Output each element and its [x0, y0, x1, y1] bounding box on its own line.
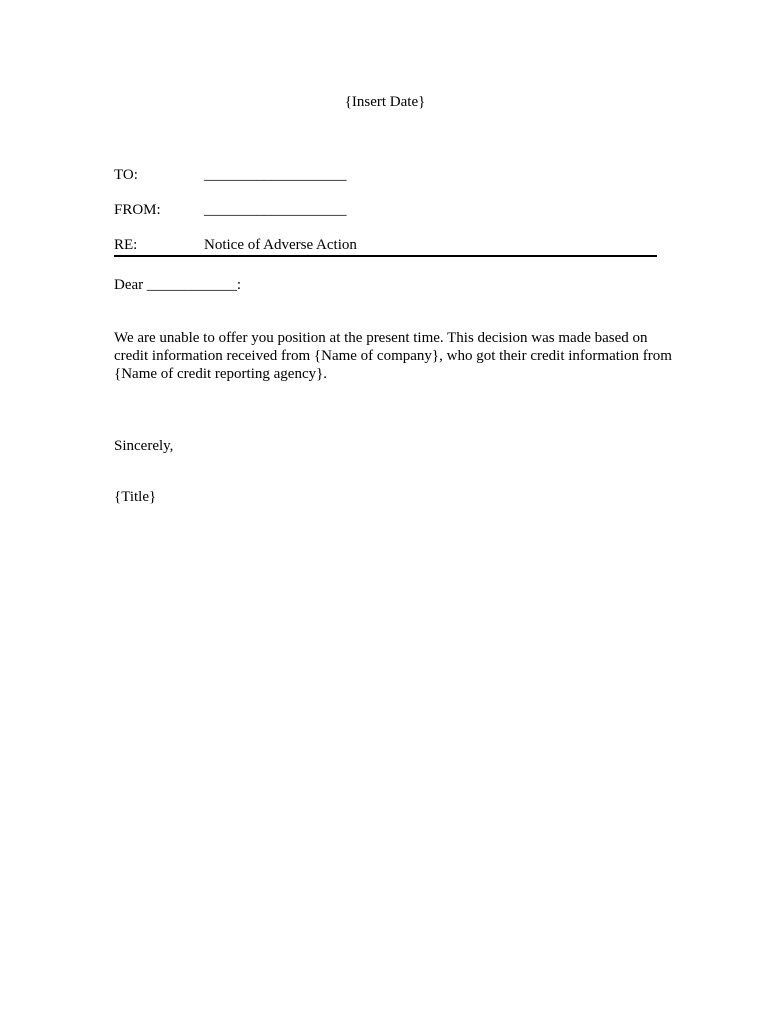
closing: Sincerely, — [114, 438, 174, 454]
to-label: TO: — [114, 167, 138, 183]
signature-title: {Title} — [114, 489, 157, 505]
from-blank: ___________________ — [204, 202, 347, 218]
salutation: Dear ____________: — [114, 277, 242, 293]
from-label: FROM: — [114, 202, 161, 218]
re-subject: Notice of Adverse Action — [204, 237, 357, 253]
body-paragraph: We are unable to offer you position at the present time. This decision was made based on credit information received from {Name of company}, who got their credit information from {Name of credit reporting agency}. — [114, 330, 672, 382]
insert-date: {Insert Date} — [344, 94, 426, 110]
header-divider — [114, 255, 657, 257]
to-blank: ___________________ — [204, 167, 347, 183]
re-label: RE: — [114, 237, 138, 253]
